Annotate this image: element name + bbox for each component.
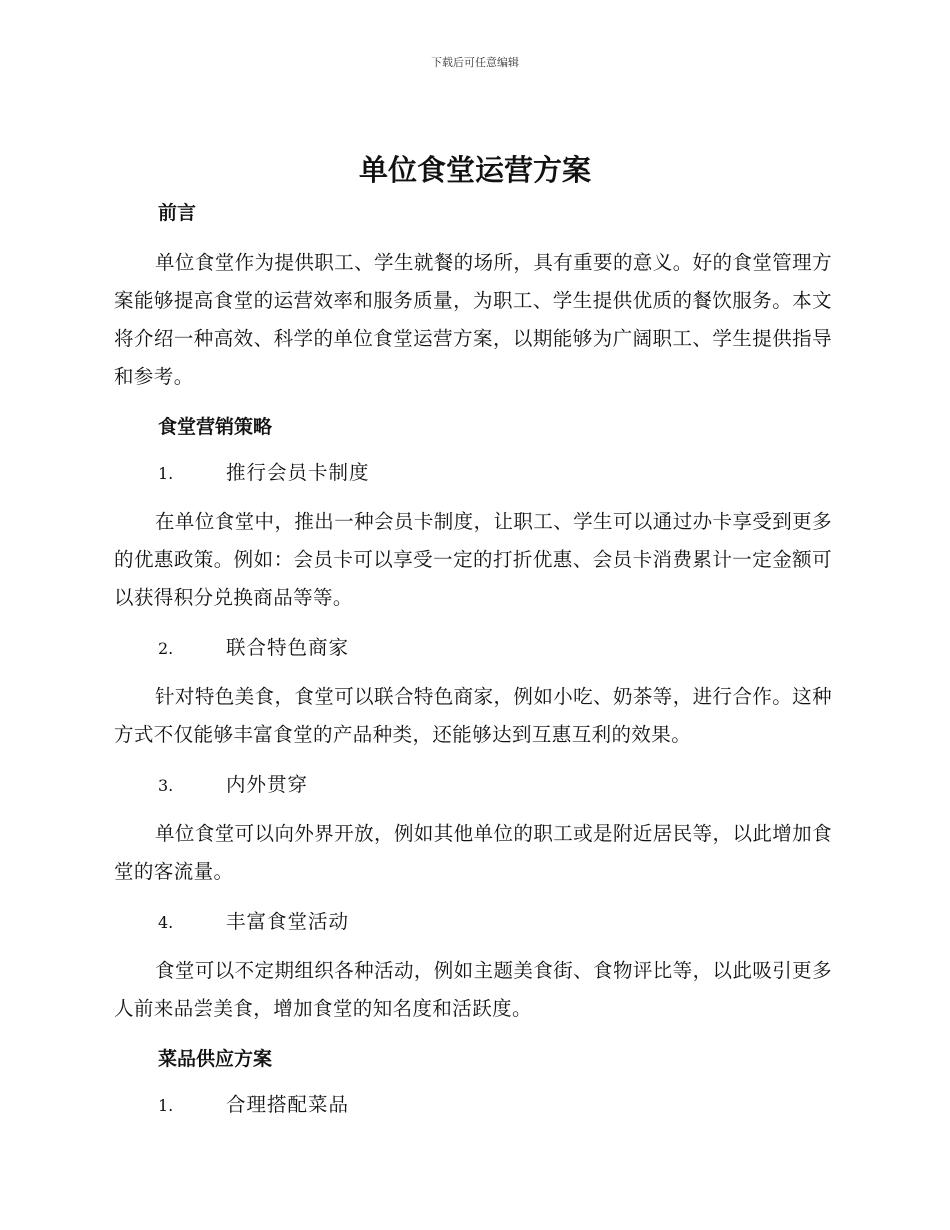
paragraph-activities: 食堂可以不定期组织各种活动，例如主题美食街、食物评比等，以此吸引更多人前来品尝美食，增加食堂的知名度和活跃度。 (114, 959, 832, 1020)
list-number: 4. (158, 913, 174, 932)
list-number: 1. (158, 464, 174, 483)
list-item-title: 推行会员卡制度 (226, 461, 370, 484)
list-item-title: 丰富食堂活动 (226, 910, 350, 933)
list-item-activities (114, 905, 832, 940)
list-number: 2. (158, 639, 174, 658)
list-item-title: 内外贯穿 (226, 773, 309, 796)
list-number: 3. (158, 776, 174, 795)
section-heading-supply: 菜品供应方案 (158, 1048, 273, 1070)
list-item-menu (114, 1088, 832, 1123)
document-title: 单位食堂运营方案 (358, 153, 591, 187)
section-heading-marketing: 食堂营销策略 (158, 416, 273, 438)
paragraph-open: 单位食堂可以向外界开放，例如其他单位的职工或是附近居民等，以此增加食堂的客流量。 (114, 822, 832, 883)
list-item-title: 合理搭配菜品 (226, 1093, 350, 1116)
list-item-open (114, 768, 832, 803)
header-note: 下载后可任意编辑 (431, 56, 519, 69)
list-item-partners (114, 631, 832, 666)
paragraph-preface: 单位食堂作为提供职工、学生就餐的场所，具有重要的意义。好的食堂管理方案能够提高食堂的运营效率和服务质量，为职工、学生提供优质的餐饮服务。本文将介绍一种高效、科学的单位食堂运营方案，以期能够为广阔职工、学生提供指导和参考。 (114, 251, 832, 388)
section-heading-preface: 前言 (158, 202, 197, 224)
list-item-membership (114, 456, 832, 491)
paragraph-membership: 在单位食堂中，推出一种会员卡制度，让职工、学生可以通过办卡享受到更多的优惠政策。例如：会员卡可以享受一定的打折优惠、会员卡消费累计一定金额可以获得积分兑换商品等等。 (114, 510, 832, 609)
document-body (114, 196, 832, 1123)
list-item-title: 联合特色商家 (226, 636, 350, 659)
paragraph-partners: 针对特色美食，食堂可以联合特色商家，例如小吃、奶茶等，进行合作。这种方式不仅能够丰富食堂的产品种类，还能够达到互惠互利的效果。 (114, 685, 832, 746)
list-number: 1. (158, 1096, 174, 1115)
